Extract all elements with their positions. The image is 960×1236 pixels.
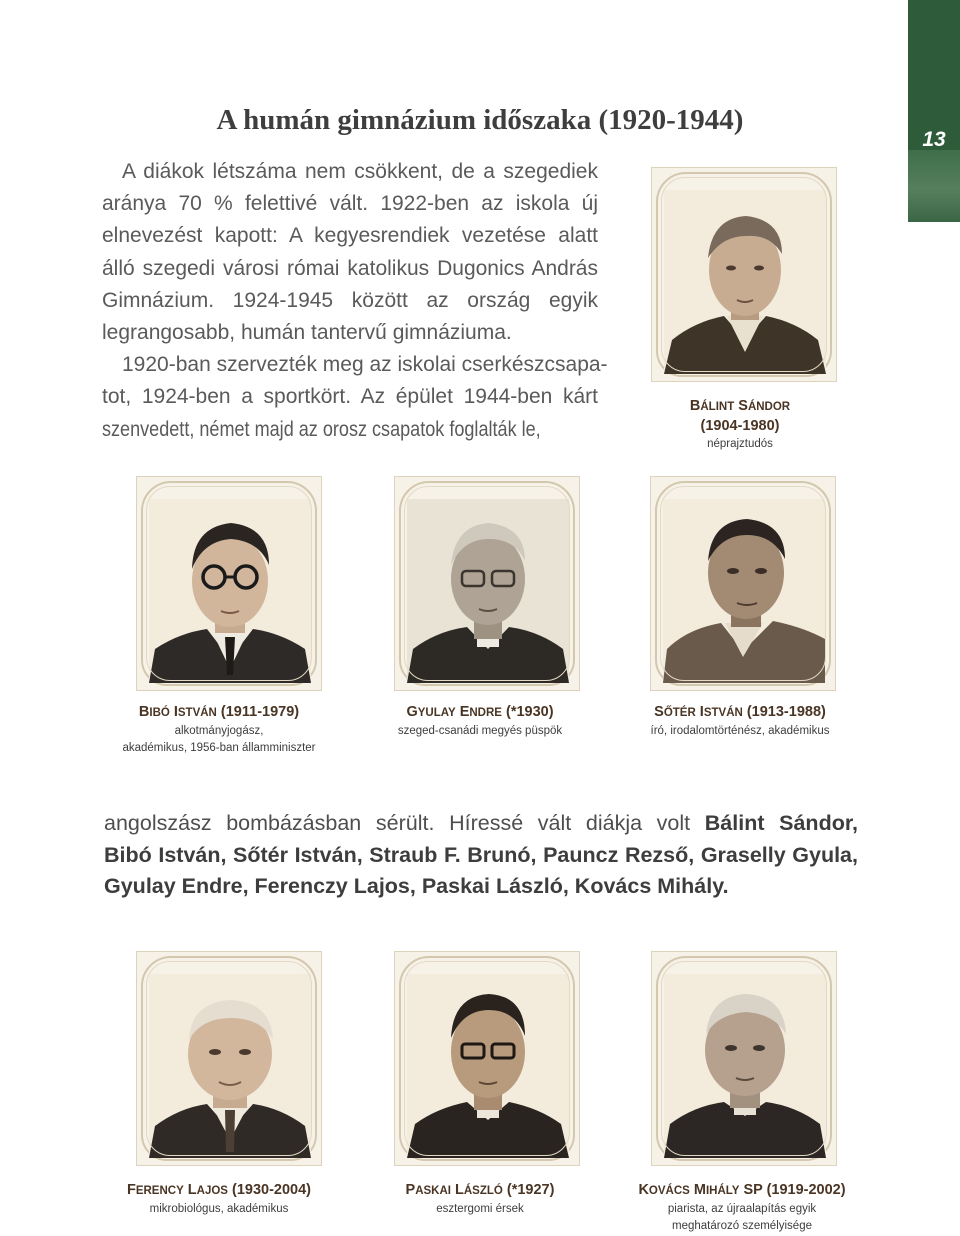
person-years: (1911-1979) bbox=[220, 704, 300, 720]
paragraph-line: elnevezést kapott: A kegyesrendiek vezetése alatt bbox=[102, 224, 598, 248]
person-name bbox=[350, 1181, 610, 1201]
name-initial: L bbox=[187, 1182, 197, 1198]
portrait-photo-balint bbox=[664, 190, 826, 374]
paragraph-line bbox=[104, 871, 858, 903]
intro-paragraph bbox=[102, 156, 608, 446]
person-role: néprajztudós bbox=[707, 438, 773, 450]
caption-balint bbox=[610, 397, 870, 453]
person-name bbox=[89, 703, 349, 723]
name-rest: ÁSZLÓ bbox=[463, 1185, 503, 1197]
person-years: (1919-2002) bbox=[766, 1182, 846, 1198]
portrait-frame-gyulay bbox=[394, 476, 580, 691]
paragraph-line: aránya 70 % felettivé vált. 1922-ben az iskola új bbox=[102, 192, 598, 216]
name-rest: ŐTÉR bbox=[663, 707, 696, 719]
caption-kovacs bbox=[612, 1181, 872, 1235]
paragraph-line: tot, 1924-ben a sportkört. Az épület 1944-ben kárt bbox=[102, 385, 598, 409]
person-role: meghatározó személyisége bbox=[672, 1220, 812, 1232]
name-initial: I bbox=[173, 704, 178, 720]
name-rest: OVÁCS bbox=[648, 1185, 690, 1197]
portrait-photo-kovacs bbox=[664, 974, 826, 1158]
name-rest: STVÁN bbox=[703, 707, 743, 719]
name-initial: M bbox=[693, 1182, 706, 1198]
name-initial: E bbox=[459, 704, 470, 720]
paragraph-text: angolszász bombázásban sérült. Híressé vált diákja volt bbox=[104, 811, 705, 835]
paragraph-line bbox=[104, 840, 858, 872]
paragraph-line: Gimnázium. 1924-1945 között az ország egyik bbox=[102, 288, 598, 312]
alumni-names: Gyulay Endre, Ferenczy Lajos, Paskai László, Kovács Mihály. bbox=[104, 874, 729, 898]
portrait-photo-paskai bbox=[407, 974, 569, 1158]
portrait-frame-soter bbox=[650, 476, 836, 691]
portrait-frame-balint bbox=[651, 167, 837, 382]
portrait-photo-soter bbox=[663, 499, 825, 683]
name-initial: F bbox=[126, 1182, 136, 1198]
alumni-names: Bálint Sándor, bbox=[704, 811, 858, 835]
name-initial: S bbox=[738, 398, 748, 414]
alumni-paragraph bbox=[104, 808, 858, 903]
person-name bbox=[610, 703, 870, 723]
name-initial: L bbox=[455, 1182, 464, 1198]
caption-ferenczy bbox=[89, 1181, 349, 1218]
portrait-photo-ferenczy bbox=[149, 974, 311, 1158]
person-years: (*1930) bbox=[505, 704, 554, 720]
caption-gyulay bbox=[350, 703, 610, 740]
portrait-photo-gyulay bbox=[407, 499, 569, 683]
person-years: (1904-1980) bbox=[700, 418, 780, 434]
page-title: A humán gimnázium időszaka (1920-1944) bbox=[216, 104, 744, 136]
name-rest: AJOS bbox=[196, 1185, 228, 1197]
name-rest: ERENCY bbox=[135, 1185, 184, 1197]
portrait-frame-bibo bbox=[136, 476, 322, 691]
name-initial: I bbox=[699, 704, 704, 720]
name-initial: S bbox=[654, 704, 664, 720]
person-role: alkotmányjogász, bbox=[174, 725, 264, 737]
name-suffix: SP bbox=[743, 1182, 763, 1198]
caption-paskai bbox=[350, 1181, 610, 1218]
portrait-photo-bibo bbox=[149, 499, 311, 683]
paragraph-line bbox=[104, 808, 858, 840]
paragraph-line: legrangosabb, humán tantervű gimnáziuma. bbox=[102, 321, 512, 345]
portrait-frame-ferenczy bbox=[136, 951, 322, 1166]
person-role: író, irodalomtörténész, akadémikus bbox=[650, 725, 830, 737]
person-role: mikrobiológus, akadémikus bbox=[149, 1203, 289, 1215]
name-rest: ÁLINT bbox=[700, 401, 735, 413]
name-rest: YULAY bbox=[417, 707, 456, 719]
paragraph-line: 1920-ban szervezték meg az iskolai cserkészcsapa- bbox=[122, 353, 608, 377]
name-initial: K bbox=[638, 1182, 649, 1198]
paragraph-line: A diákok létszáma nem csökkent, de a szegediek bbox=[122, 160, 598, 183]
portrait-frame-paskai bbox=[394, 951, 580, 1166]
person-name bbox=[350, 703, 610, 723]
page-number: 13 bbox=[922, 128, 946, 151]
name-rest: STVÁN bbox=[177, 707, 217, 719]
person-years: (1913-1988) bbox=[746, 704, 826, 720]
paragraph-line bbox=[102, 414, 598, 446]
person-role: szeged-csanádi megyés püspök bbox=[397, 725, 563, 737]
person-years: (*1927) bbox=[506, 1182, 555, 1198]
paragraph-line: álló szegedi városi római katolikus Dugonics András bbox=[102, 256, 598, 280]
alumni-names: Bibó István, Sőtér István, Straub F. Brunó, Pauncz Rezső, Graselly Gyula, bbox=[104, 842, 858, 867]
name-initial: B bbox=[138, 704, 150, 720]
caption-bibo bbox=[89, 703, 349, 757]
person-name bbox=[612, 1181, 872, 1201]
name-rest: IHÁLY bbox=[705, 1185, 740, 1197]
name-rest: IBÓ bbox=[149, 707, 170, 719]
name-initial: B bbox=[689, 398, 701, 414]
condensed-text: szenvedett, német majd az orosz csapatok foglalták le, bbox=[102, 417, 541, 441]
portrait-frame-kovacs bbox=[651, 951, 837, 1166]
name-rest: NDRE bbox=[469, 707, 502, 719]
caption-soter bbox=[610, 703, 870, 740]
name-rest: ÁNDOR bbox=[747, 401, 791, 413]
person-name bbox=[89, 1181, 349, 1201]
name-initial: P bbox=[405, 1182, 416, 1198]
person-role: piarista, az újraalapítás egyik bbox=[667, 1203, 817, 1215]
name-initial: G bbox=[406, 704, 418, 720]
tab-photo bbox=[908, 150, 960, 222]
person-role: esztergomi érsek bbox=[436, 1203, 524, 1215]
person-name bbox=[610, 397, 870, 417]
name-rest: ASKAI bbox=[415, 1185, 451, 1197]
person-role: akadémikus, 1956-ban államminiszter bbox=[122, 742, 316, 754]
person-years: (1930-2004) bbox=[232, 1182, 312, 1198]
